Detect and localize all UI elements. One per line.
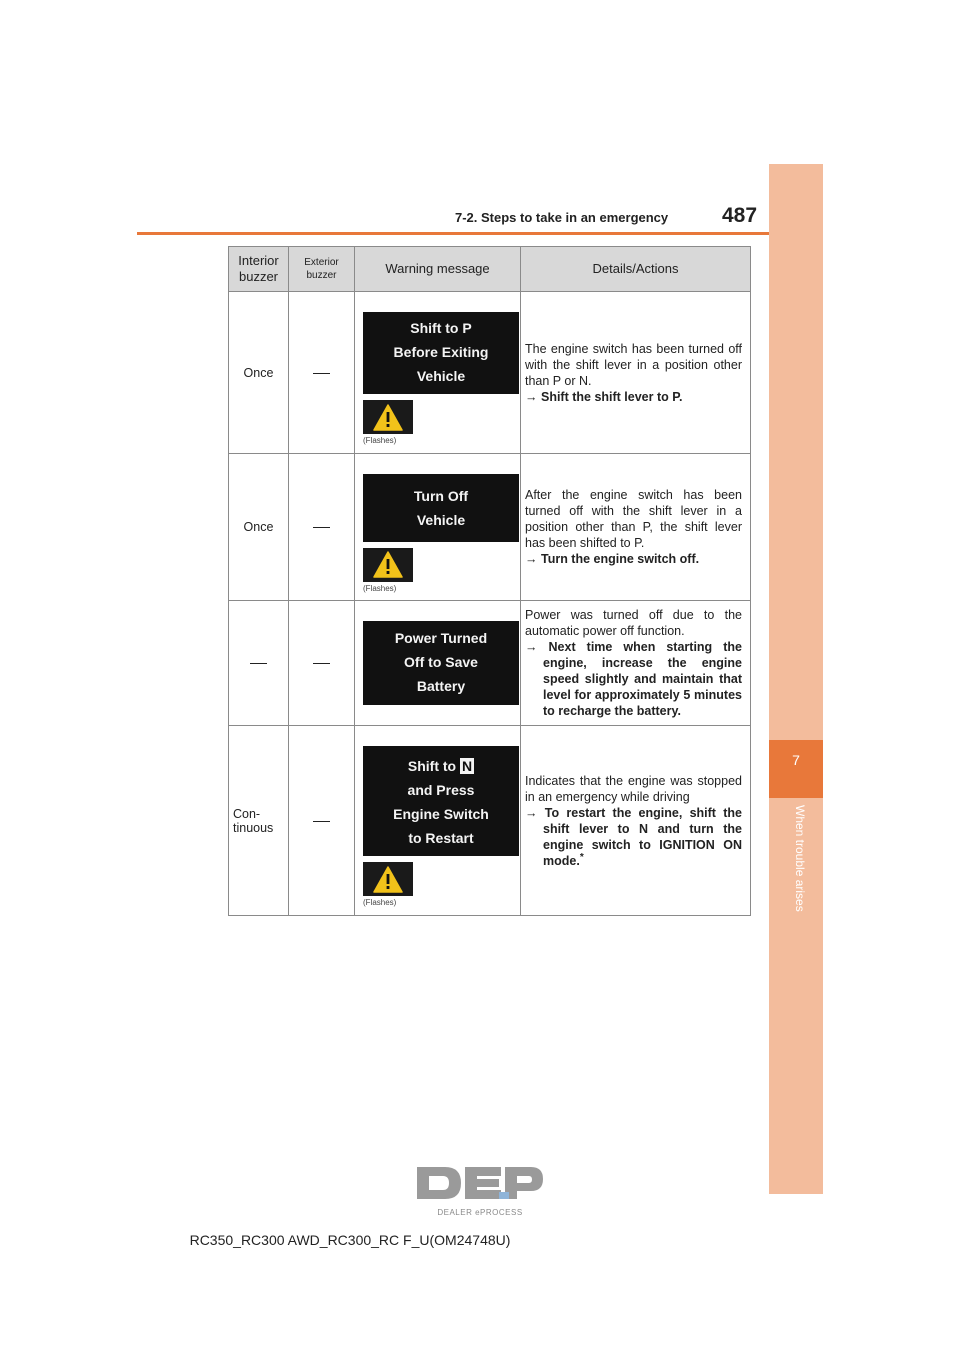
details-cell: [521, 292, 751, 454]
arrow-right-icon: →: [525, 805, 538, 820]
screen-line: Shift to P: [410, 320, 472, 336]
display-screen: [363, 746, 519, 856]
flashes-label: (Flashes): [363, 583, 397, 593]
warning-triangle-icon: [363, 548, 413, 582]
dash-mark: [250, 663, 267, 664]
flashes-label: (Flashes): [363, 898, 397, 907]
dash-mark: [313, 821, 330, 822]
chapter-number: 7: [792, 752, 800, 768]
warning-message-cell: [355, 726, 521, 916]
action-text: [525, 551, 742, 567]
header-rule: [137, 232, 823, 235]
warning-indicator: [363, 400, 512, 445]
flashes-label: (Flashes): [363, 436, 397, 445]
screen-line: Vehicle: [416, 511, 466, 528]
action-text: [525, 639, 742, 719]
dealer-eprocess-logo: [415, 1165, 545, 1215]
table-row: [229, 292, 751, 454]
warning-triangle-icon: [363, 862, 413, 896]
exterior-buzzer-cell: [289, 292, 355, 454]
details-cell: [521, 454, 751, 601]
interior-buzzer-cell: Con- tinuous: [229, 726, 289, 916]
action-label: To restart the engine, shift the shift lever to N and turn the engine switch to IGNITION ON mode.: [543, 805, 742, 868]
warning-message-table: [228, 246, 751, 916]
screen-line: Power Turned: [394, 630, 488, 646]
details-cell: [521, 601, 751, 726]
exterior-buzzer-cell: [289, 726, 355, 916]
interior-buzzer-cell: Once: [229, 292, 289, 454]
table-row: [229, 601, 751, 726]
action-label: Shift the shift lever to P.: [540, 389, 683, 404]
dash-mark: [313, 373, 330, 374]
details-text: Indicates that the engine was stopped in an emergency while driving: [525, 773, 742, 804]
screen-line: Turn Off: [413, 487, 469, 504]
interior-buzzer-cell: Once: [229, 454, 289, 601]
action-label: Turn the engine switch off.: [540, 552, 700, 566]
arrow-right-icon: →: [525, 552, 538, 566]
screen-line: Off to Save: [404, 654, 478, 670]
warning-message-cell: [355, 292, 521, 454]
action-label: Next time when starting the engine, increase the engine speed slightly and maintain that level for approximately 5 minutes to recharge the battery.: [543, 640, 742, 718]
arrow-right-icon: →: [525, 640, 538, 654]
display-screen: [363, 312, 519, 394]
chapter-tab-active: [769, 740, 823, 798]
model-code: RC350_RC300 AWD_RC300_RC F_U(OM24748U): [189, 1232, 511, 1248]
screen-line-prefix: Shift to: [407, 758, 457, 774]
exterior-buzzer-cell: [289, 454, 355, 601]
action-text: [525, 805, 742, 869]
screen-line: Engine Switch: [393, 806, 489, 822]
screen-line: Vehicle: [416, 368, 466, 384]
header-warning-message: Warning message: [355, 247, 521, 292]
exterior-buzzer-cell: [289, 601, 355, 726]
arrow-right-icon: →: [525, 389, 538, 404]
table-header-row: [229, 247, 751, 292]
details-text: The engine switch has been turned off with the shift lever in a position other than P or N.: [525, 341, 742, 388]
table-row: [229, 454, 751, 601]
dash-mark: [313, 663, 330, 664]
chapter-title: When trouble arises: [793, 805, 807, 912]
display-screen: [363, 621, 519, 705]
screen-line: Battery: [416, 678, 466, 694]
details-text: Power was turned off due to the automatic power off function.: [525, 608, 742, 638]
warning-indicator: [363, 548, 512, 593]
details-cell: [521, 726, 751, 916]
warning-indicator: [363, 862, 512, 907]
action-text: [525, 389, 742, 405]
screen-line: Before Exiting: [393, 344, 489, 360]
screen-line: and Press: [407, 782, 475, 798]
interior-buzzer-cell: [229, 601, 289, 726]
section-title: 7-2. Steps to take in an emergency: [455, 210, 669, 225]
screen-line: [363, 754, 519, 778]
warning-triangle-icon: [363, 400, 413, 434]
header-exterior-buzzer: Exterior buzzer: [289, 247, 355, 292]
logo-subtitle: DEALER ePROCESS: [437, 1208, 523, 1217]
header-interior-buzzer: Interior buzzer: [229, 247, 289, 292]
dash-mark: [313, 527, 330, 528]
footnote-mark: *: [579, 851, 584, 863]
display-screen: [363, 474, 519, 542]
table-row: [229, 726, 751, 916]
warning-message-cell: [355, 454, 521, 601]
warning-message-cell: [355, 601, 521, 726]
neutral-gear-badge: N: [461, 758, 473, 774]
page-number: 487: [722, 204, 758, 227]
header-details-actions: Details/Actions: [521, 247, 751, 292]
details-text: After the engine switch has been turned off with the shift lever in a position other than P, the shift lever has been shifted to P.: [525, 488, 742, 550]
chapter-side-tab: [769, 164, 823, 1194]
screen-line: to Restart: [408, 830, 474, 846]
